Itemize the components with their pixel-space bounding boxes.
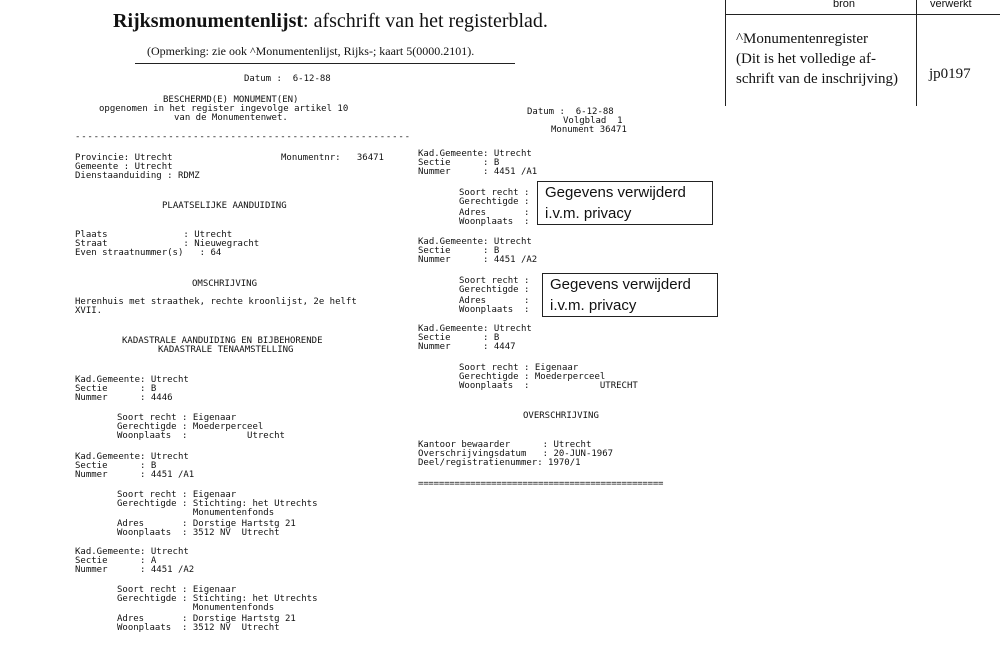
- parcel-nummer: Nummer : 4451 /A1: [418, 167, 538, 177]
- left-separator: ------------------------------------------------------: [75, 132, 411, 142]
- left-straat: Straat : Nieuwegracht: [75, 239, 260, 249]
- source-table: [725, 0, 1000, 108]
- parcel-row: Soort recht : Eigenaar: [117, 585, 237, 595]
- source-line: schrift van de inschrijving): [736, 71, 899, 87]
- table-header-rule: [725, 14, 1000, 15]
- parcel-row: Woonplaats : Utrecht: [117, 431, 285, 441]
- parcel-row: Soort recht : Eigenaar: [117, 490, 237, 500]
- section-omschrijving: OMSCHRIJVING: [192, 279, 258, 289]
- parcel-gemeente: Kad.Gemeente: Utrecht: [75, 375, 189, 385]
- right-kantoor: Kantoor bewaarder : Utrecht: [418, 440, 592, 450]
- parcel-row: Gerechtigde : Moederperceel: [117, 422, 264, 432]
- parcel-row: Adres :: [459, 296, 530, 306]
- left-plaats: Plaats : Utrecht: [75, 230, 233, 240]
- left-datum: Datum : 6-12-88: [244, 74, 331, 84]
- left-heading-2: opgenomen in het register ingevolge artikel 10: [99, 104, 349, 114]
- omschrijving-line-2: XVII.: [75, 306, 103, 316]
- right-volgblad: Volgblad 1: [563, 116, 623, 126]
- parcel-row: Soort recht :: [459, 188, 530, 198]
- omschrijving-line-1: Herenhuis met straathek, rechte kroonlijst, 2e helft: [75, 297, 357, 307]
- table-header-bron: bron: [833, 0, 856, 10]
- page-title-rest: : afschrift van het registerblad.: [303, 10, 548, 32]
- left-provincie: Provincie: Utrecht: [75, 153, 173, 163]
- parcel-row: Adres :: [459, 208, 530, 218]
- section-overschrijving: OVERSCHRIJVING: [523, 411, 599, 421]
- parcel-nummer: Nummer : 4447: [418, 342, 516, 352]
- parcel-row: Adres : Dorstige Hartstg 21: [117, 614, 296, 624]
- table-border-middle: [916, 0, 917, 106]
- parcel-row: Gerechtigde : Moederperceel: [459, 372, 606, 382]
- privacy-line-2: i.v.m. privacy: [550, 297, 637, 314]
- parcel-gemeente: Kad.Gemeente: Utrecht: [75, 547, 189, 557]
- parcel-row: Woonplaats : UTRECHT: [459, 381, 638, 391]
- privacy-redaction-box: [537, 181, 713, 225]
- section-plaatselijke: PLAATSELIJKE AANDUIDING: [162, 201, 287, 211]
- parcel-row: Adres : Dorstige Hartstg 21: [117, 519, 296, 529]
- page-title-bold: Rijksmonumentenlijst: [113, 10, 304, 32]
- parcel-gemeente: Kad.Gemeente: Utrecht: [75, 452, 189, 462]
- parcel-row: Monumentenfonds: [117, 603, 275, 613]
- parcel-sectie: Sectie : B: [418, 246, 500, 256]
- parcel-sectie: Sectie : B: [418, 333, 500, 343]
- parcel-row: Gerechtigde :: [459, 197, 530, 207]
- parcel-row: Woonplaats :: [459, 217, 530, 227]
- parcel-row: Gerechtigde :: [459, 285, 530, 295]
- parcel-sectie: Sectie : A: [75, 556, 157, 566]
- parcel-nummer: Nummer : 4451 /A2: [418, 255, 538, 265]
- parcel-row: Soort recht : Eigenaar: [117, 413, 237, 423]
- parcel-gemeente: Kad.Gemeente: Utrecht: [418, 237, 532, 247]
- table-border-left: [725, 0, 726, 106]
- parcel-row: Woonplaats : 3512 NV Utrecht: [117, 528, 280, 538]
- parcel-row: Gerechtigde : Stichting: het Utrechts: [117, 499, 318, 509]
- left-even: Even straatnummer(s) : 64: [75, 248, 222, 258]
- right-overschrijvingsdatum: Overschrijvingsdatum : 20-JUN-1967: [418, 449, 614, 459]
- parcel-sectie: Sectie : B: [418, 158, 500, 168]
- parcel-sectie: Sectie : B: [75, 461, 157, 471]
- left-heading-1: BESCHERMD(E) MONUMENT(EN): [163, 95, 299, 105]
- privacy-line-1: Gegevens verwijderd: [550, 276, 691, 293]
- parcel-nummer: Nummer : 4446: [75, 393, 173, 403]
- parcel-gemeente: Kad.Gemeente: Utrecht: [418, 149, 532, 159]
- parcel-row: Soort recht : Eigenaar: [459, 363, 579, 373]
- source-line: (Dit is het volledige af-: [736, 51, 876, 67]
- remark-note: (Opmerking: zie ook ^Monumentenlijst, Rijks-; kaart 5(0000.2101).: [147, 44, 475, 58]
- table-header-verwerkt: verwerkt: [930, 0, 972, 10]
- parcel-gemeente: Kad.Gemeente: Utrecht: [418, 324, 532, 334]
- left-dienstaanduiding: Dienstaanduiding : RDMZ: [75, 171, 200, 181]
- right-datum: Datum : 6-12-88: [527, 107, 614, 117]
- source-text: [736, 29, 898, 89]
- right-monument: Monument 36471: [551, 125, 627, 135]
- parcel-row: Woonplaats :: [459, 305, 530, 315]
- privacy-line-1: Gegevens verwijderd: [545, 184, 686, 201]
- right-end-rule: ===============================================: [418, 479, 664, 489]
- parcel-sectie: Sectie : B: [75, 384, 157, 394]
- page-title: [113, 10, 548, 33]
- left-monumentnr: Monumentnr: 36471: [281, 153, 384, 163]
- privacy-redaction-box: [542, 273, 718, 317]
- source-line: ^Monumentenregister: [736, 31, 869, 47]
- processed-code: jp0197: [929, 66, 971, 82]
- parcel-row: Monumentenfonds: [117, 508, 275, 518]
- privacy-line-2: i.v.m. privacy: [545, 205, 632, 222]
- parcel-row: Soort recht :: [459, 276, 530, 286]
- left-gemeente: Gemeente : Utrecht: [75, 162, 173, 172]
- right-deel: Deel/registratienummer: 1970/1: [418, 458, 581, 468]
- left-heading-3: van de Monumentenwet.: [174, 113, 288, 123]
- section-kadastrale-2: KADASTRALE TENAAMSTELLING: [158, 345, 294, 355]
- parcel-nummer: Nummer : 4451 /A2: [75, 565, 195, 575]
- remark-underline: [135, 63, 515, 64]
- parcel-nummer: Nummer : 4451 /A1: [75, 470, 195, 480]
- parcel-row: Gerechtigde : Stichting: het Utrechts: [117, 594, 318, 604]
- parcel-row: Woonplaats : 3512 NV Utrecht: [117, 623, 280, 633]
- section-kadastrale-1: KADASTRALE AANDUIDING EN BIJBEHORENDE: [122, 336, 323, 346]
